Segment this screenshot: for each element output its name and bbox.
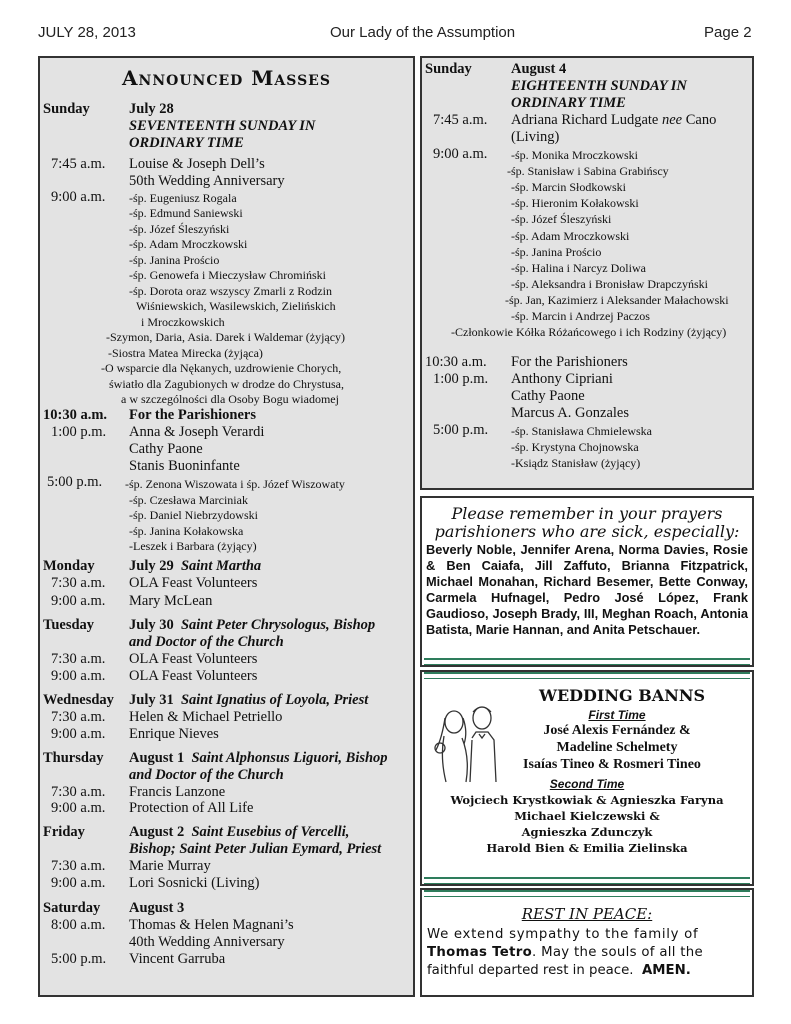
mass-intention: -śp. Eugeniusz Rogala (129, 191, 237, 205)
mass-time: 1:00 p.m. (51, 424, 107, 440)
divider (424, 877, 750, 884)
mass-intention: -śp. Daniel Niebrzydowski (129, 508, 258, 522)
day-label: Wednesday (43, 692, 114, 708)
mass-intention: 50th Wedding Anniversary (129, 173, 285, 189)
mass-intention: Thomas & Helen Magnani’s (129, 917, 294, 933)
mass-intention: OLA Feast Volunteers (129, 651, 258, 667)
mass-intention: Anna & Joseph Verardi (129, 424, 265, 440)
mass-intention: -śp. Dorota oraz wszyscy Zmarli z Rodzin (129, 284, 332, 298)
mass-intention: -O wsparcie dla Nękanych, uzdrowienie Chorych, (101, 361, 342, 375)
date-label: August 4 (511, 61, 567, 77)
mass-intention: OLA Feast Volunteers (129, 575, 258, 591)
feast-label: Bishop; Saint Peter Julian Eymard, Priest (129, 841, 382, 857)
mass-intention: -śp. Czesława Marciniak (129, 493, 248, 507)
mass-intention: Marie Murray (129, 858, 211, 874)
mass-intention: -śp. Edmund Saniewski (129, 206, 243, 220)
date-label: August 1 Saint Alphonsus Liguori, Bishop (129, 750, 388, 766)
mass-intention: Vincent Garruba (129, 951, 226, 967)
mass-time: 9:00 a.m. (51, 875, 106, 891)
rest-title: REST IN PEACE: (521, 905, 653, 923)
mass-time: 8:00 a.m. (51, 917, 106, 933)
rest-text: faithful departed rest in peace. AMEN. (427, 963, 691, 978)
mass-intention: Francis Lanzone (129, 784, 226, 800)
day-label: Saturday (43, 900, 101, 916)
mass-intention: Enrique Nieves (129, 726, 219, 742)
announced-masses-panel (38, 56, 415, 997)
mass-intention: -Szymon, Daria, Asia. Darek i Waldemar (żyjący) (106, 330, 346, 344)
mass-time: 10:30 a.m. (43, 407, 108, 423)
mass-time: 7:30 a.m. (51, 858, 106, 874)
day-label: Tuesday (43, 617, 95, 633)
mass-intention: -śp. Adam Mroczkowski (511, 229, 630, 243)
couple-name: Agnieszka Zdunczyk (521, 825, 653, 839)
mass-intention: -śp. Aleksandra i Bronisław Drapczyński (511, 277, 708, 291)
mass-time: 10:30 a.m. (425, 354, 487, 370)
mass-intention: -śp. Janina Kołakowska (129, 524, 244, 538)
mass-intention: Stanis Buoninfante (129, 458, 240, 474)
mass-intention: -śp. Jan, Kazimierz i Aleksander Małachowski (505, 293, 729, 307)
day-label: Sunday (425, 61, 472, 77)
mass-intention: Louise & Joseph Dell’s (129, 156, 265, 172)
date-label: July 30 Saint Peter Chrysologus, Bishop (129, 617, 376, 633)
mass-intention: -śp. Marcin i Andrzej Paczos (511, 309, 650, 323)
banns-title: WEDDING BANNS (539, 686, 705, 705)
feast-label: ORDINARY TIME (129, 135, 244, 151)
second-time-label: Second Time (549, 777, 625, 791)
sick-heading: Please remember in your prayers (451, 504, 723, 523)
date-label: July 28 (129, 101, 174, 117)
mass-intention: -Leszek i Barbara (żyjący) (129, 539, 257, 553)
mass-intention: -śp. Genowefa i Mieczysław Chromiński (129, 268, 326, 282)
mass-intention: -śp. Hieronim Kołakowski (511, 196, 639, 210)
mass-time: 9:00 a.m. (51, 800, 106, 816)
feast-label: EIGHTEENTH SUNDAY IN (511, 78, 687, 94)
mass-time: 9:00 a.m. (51, 668, 106, 684)
mass-intention: Cathy Paone (129, 441, 203, 457)
first-time-label: First Time (588, 708, 646, 722)
day-label: Monday (43, 558, 95, 574)
mass-intention: -Ksiądz Stanisław (żyjący) (511, 456, 641, 470)
mass-intention: (Living) (511, 129, 560, 145)
couple-name: Michael Kielczewski & (514, 809, 660, 823)
date-label: July 29 Saint Martha (129, 558, 262, 574)
mass-intention: -śp. Monika Mroczkowski (511, 148, 638, 162)
page-number: Page 2 (704, 24, 752, 41)
mass-intention: Mary McLean (129, 593, 213, 609)
mass-intention: Marcus A. Gonzales (511, 405, 629, 421)
mass-intention: Lori Sosnicki (Living) (129, 875, 260, 891)
mass-time: 9:00 a.m. (51, 189, 106, 205)
sick-names: Beverly Noble, Jennifer Arena, Norma Davies, Rosie & Ben Caiafa, Jill Zaffuto, Brianna Fitzpatrick, Michael Monahan, Richard Besemer, Bette Conway, Carmela Hufnagel, Pedro José López, Frank Gaudioso, Joseph Brady, III, Meghan Roach, Antonia Batista, Marie Hannan, and Anita Petschauer. (426, 542, 748, 637)
mass-intention: -śp. Józef Śleszyński (129, 222, 230, 236)
mass-time: 5:00 p.m. (47, 474, 103, 490)
mass-time: 9:00 a.m. (51, 726, 106, 742)
parish-name: Our Lady of the Assumption (330, 24, 516, 41)
divider (424, 890, 750, 897)
mass-time: 7:30 a.m. (51, 784, 106, 800)
mass-time: 7:45 a.m. (433, 112, 488, 128)
wedding-banns-panel (420, 670, 754, 886)
next-sunday-panel (420, 56, 754, 490)
couple-name: Wojciech Krystkowiak & Agnieszka Faryna (450, 793, 724, 807)
mass-time: 7:30 a.m. (51, 709, 106, 725)
mass-time: 9:00 a.m. (433, 146, 488, 162)
mass-time: 5:00 p.m. (51, 951, 107, 967)
feast-label: ORDINARY TIME (511, 95, 626, 111)
mass-time: 7:45 a.m. (51, 156, 106, 172)
feast-label: SEVENTEENTH SUNDAY IN (129, 118, 316, 134)
mass-intention: -śp. Janina Prościo (511, 245, 602, 259)
date-label: August 3 (129, 900, 185, 916)
mass-intention: For the Parishioners (511, 354, 628, 370)
mass-intention: -śp. Zenona Wiszowata i śp. Józef Wiszowaty (125, 477, 345, 491)
mass-intention: -Siostra Matea Mirecka (żyjąca) (108, 346, 263, 360)
date-label: July 31 Saint Ignatius of Loyola, Priest (129, 692, 369, 708)
mass-intention: 40th Wedding Anniversary (129, 934, 285, 950)
mass-time: 9:00 a.m. (51, 593, 106, 609)
rest-in-peace-panel (420, 888, 754, 997)
mass-intention: Adriana Richard Ludgate nee Cano (511, 112, 717, 128)
mass-intention: -śp. Marcin Słodkowski (511, 180, 626, 194)
mass-intention: -śp. Krystyna Chojnowska (511, 440, 639, 454)
mass-intention: -śp. Halina i Narcyz Doliwa (511, 261, 646, 275)
mass-intention: -śp. Józef Śleszyński (511, 212, 612, 226)
mass-time: 1:00 p.m. (433, 371, 489, 387)
couple-name: José Alexis Fernández & (543, 723, 691, 738)
mass-intention: For the Parishioners (129, 407, 256, 423)
feast-label: and Doctor of the Church (129, 767, 284, 783)
day-label: Friday (43, 824, 85, 840)
divider (424, 672, 750, 679)
mass-intention: Helen & Michael Petriello (129, 709, 283, 725)
feast-label: and Doctor of the Church (129, 634, 284, 650)
date-label: August 2 Saint Eusebius of Vercelli, (129, 824, 350, 840)
day-label: Thursday (43, 750, 104, 766)
issue-date: JULY 28, 2013 (38, 24, 136, 41)
rest-text: Thomas Tetro. May the souls of all the (427, 945, 704, 960)
divider (424, 658, 750, 665)
mass-intention: światło dla Zagubionych w drodze do Chrystusa, (109, 377, 344, 391)
mass-intention: OLA Feast Volunteers (129, 668, 258, 684)
sick-heading: parishioners who are sick, especially: (434, 522, 740, 541)
mass-intention: a w szczególności dla Osoby Bogu wiadomej (121, 392, 339, 406)
deceased-name: Thomas Tetro (427, 945, 533, 960)
couple-name: Madeline Schelmety (556, 740, 678, 755)
mass-time: 7:30 a.m. (51, 651, 106, 667)
masses-title: Announced Masses (122, 66, 331, 90)
mass-intention: -śp. Adam Mroczkowski (129, 237, 248, 251)
mass-intention: -śp. Stanisław i Sabina Grabińscy (507, 164, 669, 178)
mass-intention: Wiśniewskich, Wasilewskich, Zielińskich (136, 299, 336, 313)
mass-intention: Anthony Cipriani (511, 371, 613, 387)
mass-intention: -śp. Stanisława Chmielewska (511, 424, 652, 438)
couple-name: Isaías Tineo & Rosmeri Tineo (523, 757, 701, 772)
mass-time: 5:00 p.m. (433, 422, 489, 438)
mass-intention: Protection of All Life (129, 800, 254, 816)
mass-intention: Cathy Paone (511, 388, 585, 404)
mass-time: 7:30 a.m. (51, 575, 106, 591)
mass-intention: -Członkowie Kółka Różańcowego i ich Rodziny (żyjący) (451, 325, 727, 339)
rest-text: We extend sympathy to the family of (427, 927, 699, 942)
couple-name: Harold Bien & Emilia Zielinska (486, 841, 688, 855)
day-label: Sunday (43, 101, 90, 117)
sick-list-panel (420, 496, 754, 667)
mass-intention: i Mroczkowskich (141, 315, 225, 329)
mass-intention: -śp. Janina Prościo (129, 253, 220, 267)
